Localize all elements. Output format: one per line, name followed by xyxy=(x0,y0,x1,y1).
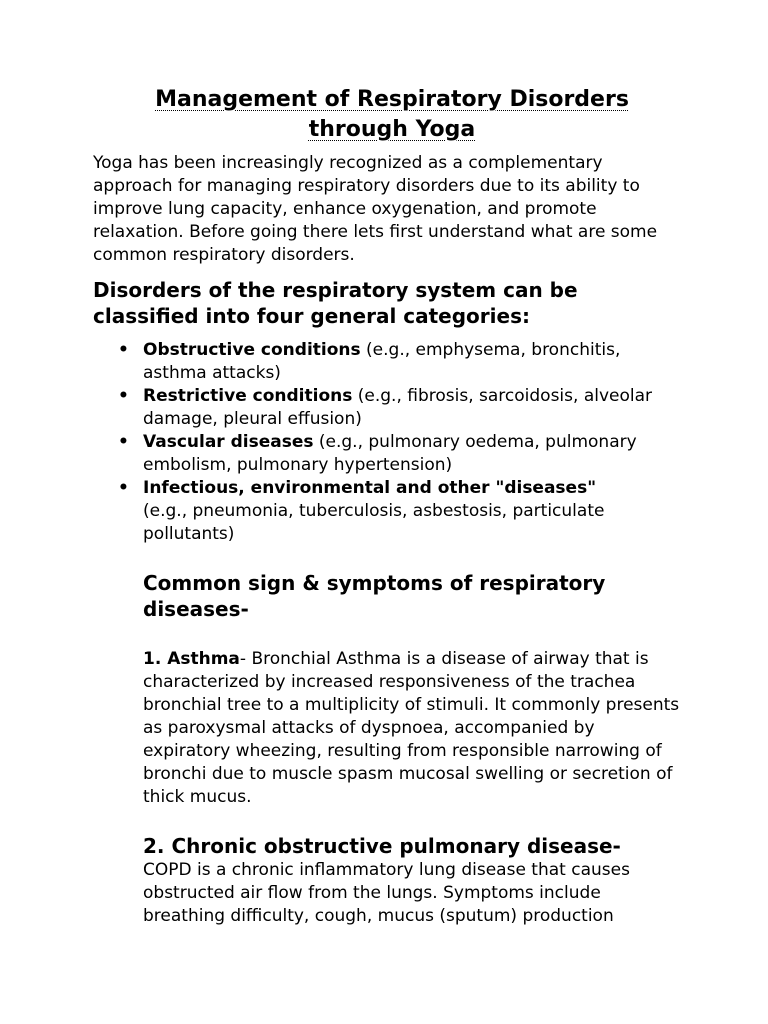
bullet-icon: • xyxy=(118,478,129,498)
categories-heading: Disorders of the respiratory system can be classified into four general categories: xyxy=(93,278,578,328)
list-item xyxy=(118,431,683,477)
category-detail: (e.g., emphysema, bronchitis, asthma attacks) xyxy=(143,340,621,383)
bullet-icon: • xyxy=(118,386,129,406)
title-line-1: Management of Respiratory Disorders xyxy=(155,87,629,112)
asthma-term: 1. Asthma xyxy=(143,649,240,669)
category-term: Obstructive conditions xyxy=(143,340,361,360)
symptoms-section xyxy=(143,570,683,928)
document-page xyxy=(93,85,683,928)
intro-paragraph: Yoga has been increasingly recognized as a complementary approach for managing respiratory disorders due to its ability to improve lung capacity, enhance oxygenation, and promote relaxation. Before going there lets first understand what are some common respiratory disorders. xyxy=(93,153,658,265)
category-detail: (e.g., fibrosis, sarcoidosis, alveolar damage, pleural effusion) xyxy=(143,386,653,429)
bullet-icon: • xyxy=(118,432,129,452)
asthma-paragraph xyxy=(143,648,683,809)
category-term: Infectious, environmental and other "diseases" xyxy=(143,478,597,498)
list-item xyxy=(118,339,683,385)
copd-paragraph: COPD is a chronic inflammatory lung disease that causes obstructed air flow from the lungs. Symptoms include breathing difficulty, cough, mucus (sputum) production xyxy=(143,860,630,926)
asthma-text: - Bronchial Asthma is a disease of airway that is characterized by increased responsiveness of the trachea bronchial tree to a multiplicity of stimuli. It commonly presents as paroxysmal attacks of dyspnoea, accompanied by expiratory wheezing, resulting from responsible narrowing of bronchi due to muscle spasm mucosal swelling or secretion of thick mucus. xyxy=(143,649,680,807)
copd-heading: 2. Chronic obstructive pulmonary disease- xyxy=(143,834,621,858)
list-item xyxy=(118,477,683,546)
document-title xyxy=(93,85,683,145)
bullet-icon: • xyxy=(118,340,129,360)
category-detail: (e.g., pneumonia, tuberculosis, asbestosis, particulate pollutants) xyxy=(143,501,605,544)
categories-list xyxy=(93,339,683,546)
title-line-2: through Yoga xyxy=(308,117,476,142)
symptoms-heading: Common sign & symptoms of respiratory diseases- xyxy=(143,571,606,621)
category-detail: (e.g., pulmonary oedema, pulmonary embolism, pulmonary hypertension) xyxy=(143,432,637,475)
category-term: Vascular diseases xyxy=(143,432,314,452)
list-item xyxy=(118,385,683,431)
category-term: Restrictive conditions xyxy=(143,386,353,406)
